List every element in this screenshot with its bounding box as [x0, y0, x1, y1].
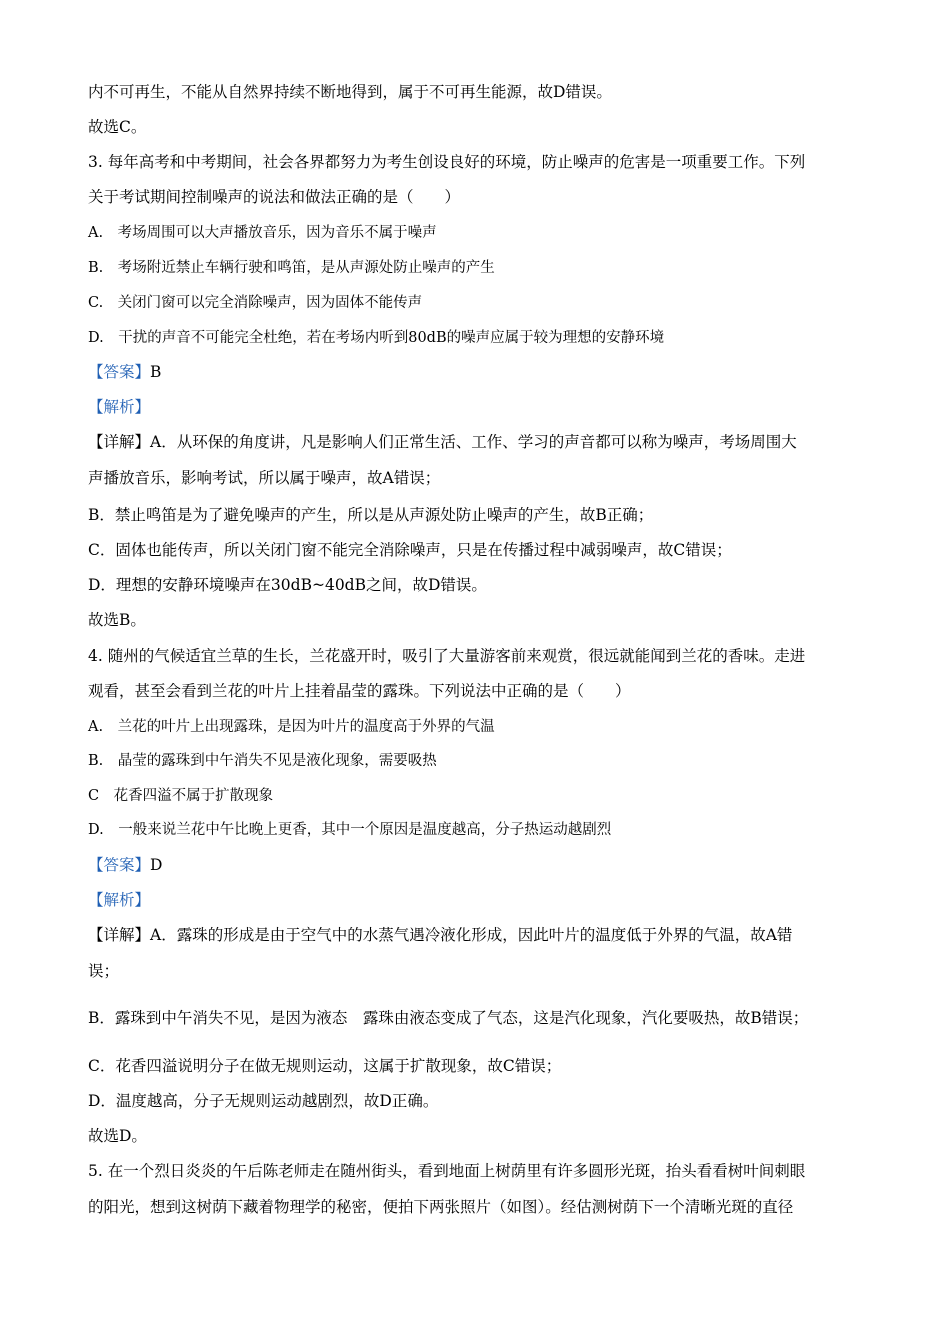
question-3-stem: 3. 每年高考和中考期间，社会各界都努力为考生创设良好的环境，防止噪声的危害是一项重要工作。下列: [88, 153, 806, 171]
option-d: D. 一般来说兰花中午比晚上更香，其中一个原因是温度越高，分子热运动越剧烈: [88, 822, 612, 838]
detail-line: C．花香四溢说明分子在做无规则运动，这属于扩散现象，故C错误；: [88, 1057, 562, 1075]
answer-line: [88, 855, 162, 875]
answer-tag: 【答案】: [88, 363, 151, 381]
conclusion-line: 故选B。: [88, 611, 146, 629]
detail-line: 误；: [88, 962, 120, 980]
answer-line: [88, 362, 161, 382]
detail-line: [88, 432, 797, 452]
detail-text: A．从环保的角度讲，凡是影响人们正常生活、工作、学习的声音都可以称为噪声，考场周围大: [150, 433, 797, 451]
option-a: A. 考场周围可以大声播放音乐，因为音乐不属于噪声: [88, 225, 437, 241]
option-b: B. 晶莹的露珠到中午消失不见是液化现象，需要吸热: [88, 753, 437, 769]
option-a: A. 兰花的叶片上出现露珠，是因为叶片的温度高于外界的气温: [88, 719, 495, 735]
option-b: B. 考场附近禁止车辆行驶和鸣笛，是从声源处防止噪声的产生: [88, 260, 495, 276]
detail-line: B．露珠到中午消失不见，是因为液态 露珠由液态变成了气态，这是汽化现象，汽化要吸热，故B错误；: [88, 1009, 809, 1027]
answer-value: B: [150, 363, 162, 381]
detail-line: 声播放音乐，影响考试，所以属于噪声，故A错误；: [88, 469, 441, 487]
analysis-tag: 【解析】: [88, 398, 151, 416]
text-line: 内不可再生，不能从自然界持续不断地得到，属于不可再生能源，故D错误。: [88, 83, 612, 101]
question-4-stem: 4. 随州的气候适宜兰草的生长，兰花盛开时，吸引了大量游客前来观赏，很远就能闻到兰花的香味。走进: [88, 647, 806, 665]
text-line: 故选C。: [88, 118, 147, 136]
detail-tag: 【详解】: [88, 433, 151, 451]
answer-value: D: [150, 856, 163, 874]
question-5-stem: 的阳光，想到这树荫下藏着物理学的秘密，便拍下两张照片（如图）。经估测树荫下一个清晰光斑的直径: [88, 1198, 794, 1216]
detail-line: D．理想的安静环境噪声在30dB~40dB之间，故D错误。: [88, 576, 487, 594]
detail-line: [88, 925, 792, 945]
detail-tag: 【详解】: [88, 926, 151, 944]
option-d: D. 干扰的声音不可能完全杜绝，若在考场内听到80dB的噪声应属于较为理想的安静环境: [88, 330, 665, 346]
detail-line: D．温度越高，分子无规则运动越剧烈，故D正确。: [88, 1092, 439, 1110]
option-c: C 花香四溢不属于扩散现象: [88, 788, 274, 804]
question-3-stem: 关于考试期间控制噪声的说法和做法正确的是（ ）: [88, 188, 461, 206]
detail-line: C．固体也能传声，所以关闭门窗不能完全消除噪声，只是在传播过程中减弱噪声，故C错误；: [88, 541, 732, 559]
detail-line: B．禁止鸣笛是为了避免噪声的产生，所以是从声源处防止噪声的产生，故B正确；: [88, 506, 654, 524]
conclusion-line: 故选D。: [88, 1127, 147, 1145]
answer-tag: 【答案】: [88, 856, 151, 874]
option-c: C. 关闭门窗可以完全消除噪声，因为固体不能传声: [88, 295, 423, 311]
analysis-tag: 【解析】: [88, 891, 151, 909]
question-4-stem: 观看，甚至会看到兰花的叶片上挂着晶莹的露珠。下列说法中正确的是（ ）: [88, 682, 631, 700]
detail-text: A．露珠的形成是由于空气中的水蒸气遇冷液化形成，因此叶片的温度低于外界的气温，故A错: [150, 926, 793, 944]
question-5-stem: 5. 在一个烈日炎炎的午后陈老师走在随州街头，看到地面上树荫里有许多圆形光斑，抬头看看树叶间刺眼: [88, 1162, 806, 1180]
